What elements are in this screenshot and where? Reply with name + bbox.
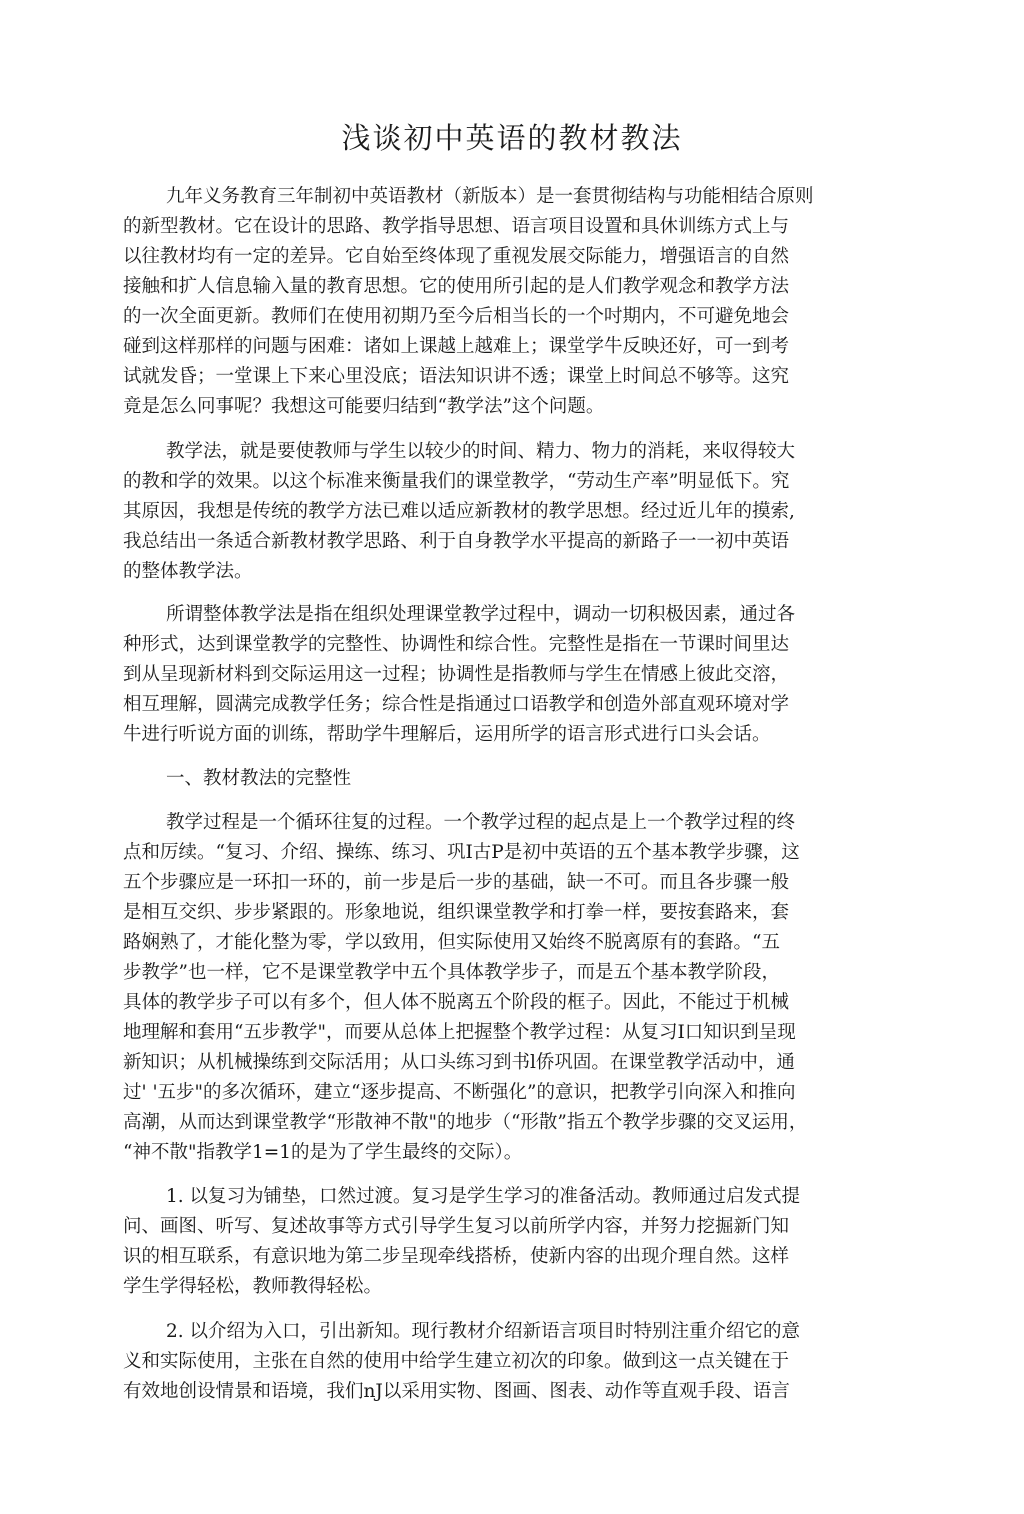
paragraph-line: 以往教材均有一定的差异。它自始至终体现了重视发展交际能力，增强语言的自然 — [123, 246, 790, 267]
paragraph-line: 步教学”也一样，它不是课堂教学中五个具体教学步子，而是五个基本教学阶段， — [123, 962, 780, 983]
paragraph-line: 五个步骤应是一环扣一环的，前一步是后一步的基础，缺一不可。而且各步骤一般 — [123, 872, 790, 893]
paragraph-line: 地理解和套用“五步教学"，而要从总体上把握整个教学过程：从复习I口知识到呈现 — [123, 1022, 796, 1043]
paragraph-line: 有效地创设情景和语境，我们nJ以采用实物、图画、图表、动作等直观手段、语言 — [123, 1381, 790, 1402]
paragraph-line: 义和实际使用，主张在自然的使用中给学生建立初次的印象。做到这一点关键在于 — [123, 1351, 790, 1372]
paragraph-line: 2. 以介绍为入口，引出新知。现行教材介绍新语言项目时特别注重介绍它的意 — [166, 1321, 801, 1342]
paragraph-teaching-method — [123, 437, 795, 587]
paragraph-line: 试就发昏；一堂课上下来心里没底；语法知识讲不透；课堂上时间总不够等。这究 — [123, 366, 790, 387]
paragraph-line: 过' '五步"的多次循环，建立“逐步提高、不断强化”的意识，把教学引向深入和推向 — [123, 1082, 796, 1103]
paragraph-holistic-method — [123, 600, 795, 750]
paragraph-line: 的新型教材。它在设计的思路、教学指导思想、语言项目设置和具休训练方式上与 — [123, 216, 790, 237]
paragraph-line: 碰到这样那样的问题与困难：诸如上课越上越难上；课堂学牛反映还好，可一到考 — [123, 336, 790, 357]
paragraph-line: 识的相互联系，有意识地为第二步呈现牵线搭桥，使新内容的出现介理自然。这样 — [123, 1246, 790, 1267]
paragraph-line: 牛进行听说方面的训练，帮助学牛理解后，运用所学的语言形式进行口头会话。 — [123, 724, 771, 745]
paragraph-line: 所谓整体教学法是指在组织处理课堂教学过程中，调动一切积极因素，通过各 — [166, 604, 796, 625]
paragraph-line: 的一次全面更新。教师们在使用初期乃至今后相当长的一个吋期内，不可避免地会 — [123, 306, 790, 327]
section-heading-text: 一、教材教法的完整性 — [166, 768, 352, 789]
paragraph-intro — [123, 182, 814, 422]
paragraph-line: “神不散"指教学1=1的是为了学生最终的交际）。 — [123, 1142, 523, 1163]
paragraph-line: 其原因，我想是传统的教学方法已难以适应新教材的教学思想。经过近儿年的摸索, — [123, 501, 795, 522]
paragraph-line: 到从呈现新材料到交际运用这一过程；协调性是指教师与学生在情感上彼此交溶， — [123, 664, 790, 685]
paragraph-line: 是相互交织、步步紧跟的。形象地说，组织课堂教学和打拳一样，要按套路来，套 — [123, 902, 790, 923]
paragraph-line: 的整体教学法。 — [123, 561, 253, 582]
paragraph-line: 竟是怎么冋事呢？我想这可能要归结到“教学法”这个问题。 — [123, 396, 605, 417]
paragraph-line: 接触和扩人信息输入量的教育思想。它的使用所引起的是人们教学观念和教学方法 — [123, 276, 790, 297]
section-heading — [123, 764, 351, 794]
paragraph-line: 具体的教学步子可以有多个，但人体不脱离五个阶段的框子。因此，不能过于机械 — [123, 992, 790, 1013]
paragraph-line: 教学法，就是要使教师与学生以较少的时间、精力、物力的消耗，来収得较大 — [166, 441, 796, 462]
paragraph-line: 九年义务教育三年制初中英语教材（新版本）是一套贯彻结构与功能相结合原则 — [166, 186, 814, 207]
paragraph-line: 路娴熟了，才能化整为零，学以致用，但实际使用又始终不脱离原有的套路。“五 — [123, 932, 780, 953]
paragraph-line: 高潮，从而达到课堂教学“形散神不散"的地步（“形散”指五个教学步骤的交叉运用， — [123, 1112, 808, 1133]
paragraph-line: 问、画图、听写、复述故事等方式引导学生复习以前所学内容，并努力挖掘新门知 — [123, 1216, 790, 1237]
document-title: 浅谈初中英语的教材教法 — [341, 121, 683, 155]
paragraph-line: 的教和学的效果。以这个标准来衡量我们的课堂教学，“劳动生产率”明显低下。究 — [123, 471, 790, 492]
paragraph-review-step — [123, 1182, 800, 1302]
paragraph-teaching-process — [123, 808, 807, 1168]
paragraph-introduction-step — [123, 1317, 800, 1407]
paragraph-line: 教学过程是一个循环往复的过程。一个教学过程的起点是上一个教学过程的终 — [166, 812, 796, 833]
paragraph-line: 1. 以复习为铺垫，口然过渡。复习是学生学习的准备活动。教师通过启发式提 — [166, 1186, 801, 1207]
paragraph-line: 学生学得轻松，教师教得轻松。 — [123, 1276, 383, 1297]
paragraph-line: 相互理解，圆满完成教学任务；综合性是指通过口语教学和创造外部直观环境对学 — [123, 694, 790, 715]
paragraph-line: 点和厉续。“复习、介绍、操练、练习、巩I古P是初中英语的五个基本教学步骤，这 — [123, 842, 800, 863]
paragraph-line: 种形式，达到课堂教学的完整性、协调性和综合性。完整性是指在一节课时间里达 — [123, 634, 790, 655]
paragraph-line: 新知识；从机械操练到交际活用；从口头练习到书l侨巩固。在课堂教学活动中，通 — [123, 1052, 795, 1073]
paragraph-line: 我总结出一条适合新教材教学思路、利于自身教学水平提高的新路子一一初中英语 — [123, 531, 790, 552]
